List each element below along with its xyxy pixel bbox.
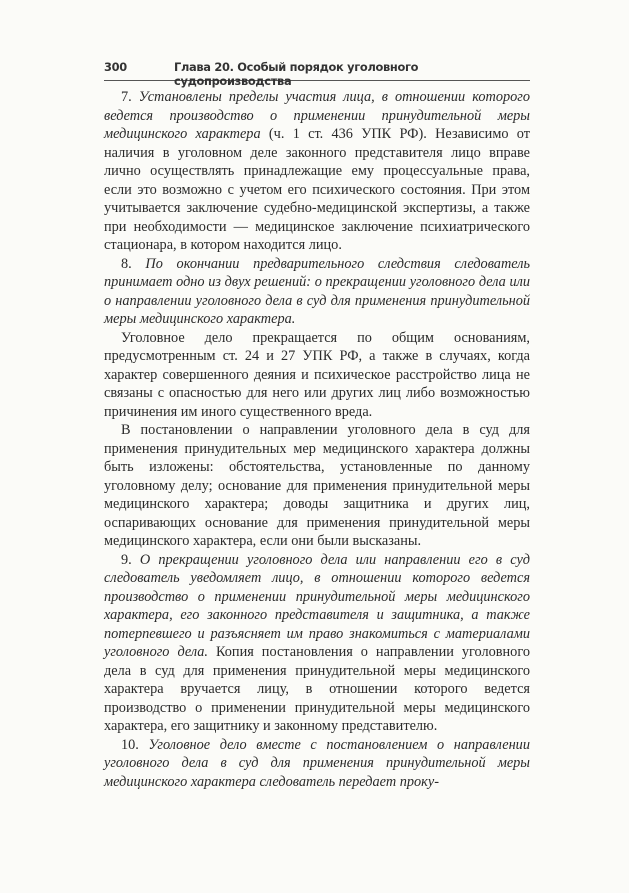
- paragraph-10: [104, 736, 530, 792]
- text-segment: (ч. 1 ст. 436 УПК РФ). Независимо от наличия в уголовном деле законного представителя лицо вправе лично осуществлять принадлежащие ему процессуальные права, если это возможно с учетом его психического состояния. При этом учитывается заключение судебно-медицинской экспертизы, а также при необходимости — медицинское заключение психиатрического стационара, в котором находится лицо.: [104, 126, 531, 253]
- paragraph-7: [104, 88, 530, 255]
- running-head: Глава 20. Особый порядок уголовного судопроизводства: [174, 60, 419, 88]
- italic-segment: По окончании предварительного следствия следователь принимает одно из двух решений: о прекращении уголовного дела или о направлении уголовного дела в суд для применения принудительной меры медицинского характера.: [104, 255, 531, 327]
- text-segment: 9.: [121, 551, 140, 568]
- body-text: [104, 88, 530, 791]
- page-header: [104, 60, 530, 88]
- page-number: 300: [104, 60, 127, 74]
- paragraph-9: [104, 551, 530, 736]
- text-segment: 8.: [121, 255, 146, 272]
- text-segment: Копия постановления о направлении уголовного дела в суд для применения принудительной меры медицинского характера вручается лицу, в отношении которого ведется производство о применении принудительной меры медицинского характера, его защитнику и законному представителю.: [104, 644, 530, 734]
- paragraph-8-resolution: [104, 421, 530, 551]
- text-segment: В постановлении о направлении уголовного дела в суд для применения принудительных мер медицинского характера должны быть изложены: обстоятельства, установленные по данному уголовному делу; основание для применения принудительной меры медицинского характера; доводы защитника и других лиц, оспаривающих основание для применения принудительной меры медицинского характера, если они были высказаны.: [104, 422, 530, 549]
- italic-segment: Установлены пределы участия лица, в отношении которого ведется производство о применении принудительной меры медицинского характера: [104, 89, 531, 142]
- book-page: [104, 60, 530, 791]
- paragraph-8: [104, 255, 530, 329]
- italic-segment: Уголовное дело вместе с постановлением о направлении уголовного дела в суд для применения принудительной меры медицинского характера следователь передает проку-: [104, 736, 530, 790]
- paragraph-8-grounds: [104, 329, 530, 422]
- text-segment: 10.: [121, 736, 149, 753]
- italic-segment: О прекращении уголовного дела или направлении его в суд следователь уведомляет лицо, в отношении которого ведется производство о применении принудительной меры медицинского характера, его законного представителя и защитника, а также потерпевшего и разъясняет им право знакомиться с материалами уголовного дела.: [104, 551, 530, 660]
- text-segment: 7.: [121, 89, 139, 105]
- text-segment: Уголовное дело прекращается по общим основаниям, предусмотренным ст. 24 и 27 УПК РФ, а также в случаях, когда характер совершенного деяния и психическое расстройство лица не связаны с опасностью для него или других лиц либо возможностью причинения им иного существенного вреда.: [104, 329, 530, 420]
